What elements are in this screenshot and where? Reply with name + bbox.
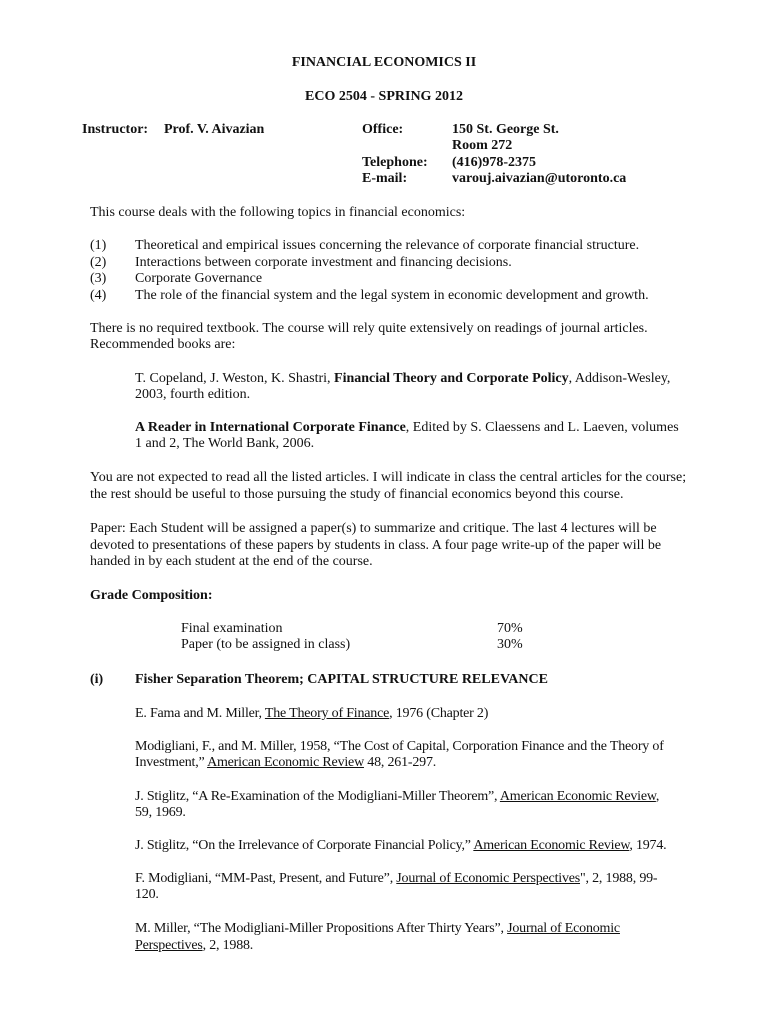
intro-text: This course deals with the following topics in financial economics:: [90, 205, 466, 220]
office-address-line2: Room 272: [452, 138, 513, 153]
reference-source: American Economic Review: [499, 789, 656, 804]
reference-authors: M. Miller, “The Modigliani-Miller Propositions After Thirty Years”,: [135, 921, 508, 936]
topic-text: Interactions between corporate investment and financing decisions.: [135, 255, 512, 270]
paper-paragraph-line2: devoted to presentations of these papers by students in class. A four page write-up of the paper will be: [90, 538, 662, 553]
instructor-name: Prof. V. Aivazian: [164, 122, 265, 137]
topic-number: (1): [90, 238, 107, 253]
book-title: A Reader in International Corporate Finance: [135, 420, 406, 435]
section-title: Fisher Separation Theorem; CAPITAL STRUCTURE RELEVANCE: [135, 672, 548, 687]
reference-item-continuation: 59, 1969.: [135, 805, 186, 820]
reference-item: [135, 838, 666, 855]
topic-text: Theoretical and empirical issues concerning the relevance of corporate financial structure.: [135, 238, 640, 253]
textbook-paragraph-line1: There is no required textbook. The course will rely quite extensively on readings of journal articles.: [90, 321, 648, 336]
textbook-paragraph-line2: Recommended books are:: [90, 337, 236, 352]
book-authors: T. Copeland, J. Weston, K. Shastri,: [135, 371, 335, 386]
reference-details: 48, 261-297.: [363, 755, 437, 770]
reference-source: Perspectives: [135, 938, 203, 953]
reference-item: [135, 871, 657, 888]
expectation-line2: the rest should be useful to those pursuing the study of financial economics beyond this course.: [90, 487, 624, 502]
telephone-value: (416)978-2375: [452, 155, 536, 170]
book-edition: 2003, fourth edition.: [135, 387, 251, 402]
book-publisher: 1 and 2, The World Bank, 2006.: [135, 436, 315, 451]
reference-title-end: Investment,”: [135, 755, 208, 770]
reference-authors: F. Modigliani, “MM-Past, Present, and Future”,: [135, 871, 397, 886]
office-address-line1: 150 St. George St.: [452, 122, 559, 137]
reference-details: ,: [655, 789, 660, 804]
topic-text: The role of the financial system and the legal system in economic development and growth.: [135, 288, 649, 303]
email-label: E-mail:: [362, 171, 408, 186]
reference-item: [135, 921, 620, 938]
course-code: ECO 2504 - SPRING 2012: [305, 89, 463, 104]
reference-details: , 2, 1988.: [202, 938, 254, 953]
telephone-label: Telephone:: [362, 155, 428, 170]
book-citation: [135, 420, 679, 437]
reference-source: American Economic Review: [207, 755, 364, 770]
document-title: FINANCIAL ECONOMICS II: [291, 55, 477, 70]
instructor-label: Instructor:: [82, 122, 149, 137]
reference-item-continuation: 120.: [135, 887, 159, 902]
reference-source: Journal of Economic Perspectives: [396, 871, 581, 886]
office-label: Office:: [362, 122, 404, 137]
reference-details: ", 2, 1988, 99-: [580, 871, 658, 886]
topic-text: Corporate Governance: [135, 271, 263, 286]
book-citation: [135, 371, 670, 388]
topic-number: (4): [90, 288, 107, 303]
reference-authors: J. Stiglitz, “On the Irrelevance of Corporate Financial Policy,”: [135, 838, 474, 853]
grade-weight: 70%: [497, 621, 523, 636]
grade-item: Paper (to be assigned in class): [181, 637, 351, 652]
topic-number: (2): [90, 255, 107, 270]
reference-item-continuation: [135, 938, 253, 955]
paper-paragraph-line1: Paper: Each Student will be assigned a paper(s) to summarize and critique. The last 4 lectures will be: [90, 521, 657, 536]
book-title: Financial Theory and Corporate Policy: [334, 371, 569, 386]
topic-number: (3): [90, 271, 107, 286]
reference-details: , 1976 (Chapter 2): [389, 706, 489, 721]
reference-details: , 1974.: [629, 838, 667, 853]
reference-item: Modigliani, F., and M. Miller, 1958, “The Cost of Capital, Corporation Finance and the Theory of: [135, 739, 664, 754]
email-value: varouj.aivazian@utoronto.ca: [452, 171, 627, 186]
reference-source: Journal of Economic: [507, 921, 620, 936]
reference-source: The Theory of Finance: [264, 706, 390, 721]
grade-composition-heading: Grade Composition:: [90, 588, 213, 603]
expectation-line1: You are not expected to read all the listed articles. I will indicate in class the central articles for the course;: [90, 470, 687, 485]
reference-item: [135, 706, 488, 723]
reference-item: [135, 789, 659, 806]
paper-paragraph-line3: handed in by each student at the end of the course.: [90, 554, 373, 569]
book-publisher: , Addison-Wesley,: [568, 371, 671, 386]
reference-source: American Economic Review: [473, 838, 630, 853]
reference-authors: E. Fama and M. Miller,: [135, 706, 265, 721]
grade-weight: 30%: [497, 637, 523, 652]
grade-item: Final examination: [181, 621, 283, 636]
reference-authors: J. Stiglitz, “A Re-Examination of the Modigliani-Miller Theorem”,: [135, 789, 500, 804]
reference-item-continuation: [135, 755, 436, 772]
book-editors: , Edited by S. Claessens and L. Laeven, volumes: [405, 420, 679, 435]
section-number: (i): [90, 672, 104, 687]
